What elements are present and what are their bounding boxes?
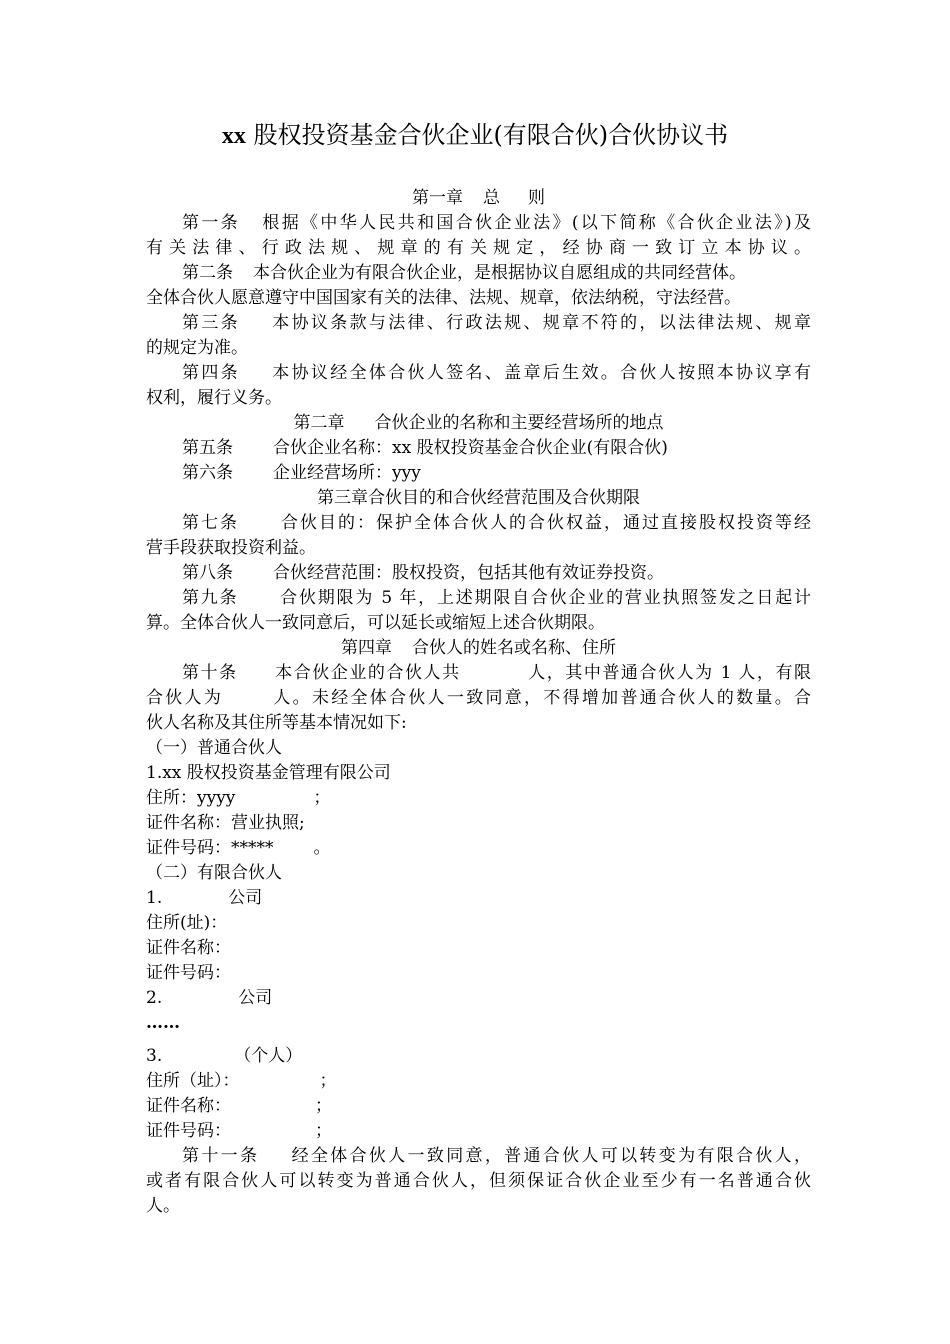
limited-partner-heading [146, 861, 811, 886]
article-11-line-2 [146, 1169, 811, 1194]
article-7-text-1: 合伙目的：保护全体合伙人的合伙权益，通过直接股权投资等经 [279, 513, 811, 533]
chapter-4-heading [146, 636, 811, 661]
article-10-line-2 [146, 686, 811, 711]
article-8-label: 第八条 [182, 563, 233, 583]
general-partner-cert-number [146, 836, 811, 861]
title-text: 股权投资基金合伙企业(有限合伙)合伙协议书 [245, 121, 729, 149]
article-7-line-2 [146, 536, 811, 561]
article-5-line [146, 436, 811, 461]
article-10-text-2a: 合伙人为 [146, 688, 224, 708]
article-2-line-2 [146, 286, 811, 311]
limited-partner-3 [146, 1044, 811, 1069]
document-title [0, 118, 950, 153]
general-partner-address-text: 住所：yyyy [146, 788, 236, 808]
limited-partner-3-cert-number [146, 1119, 811, 1144]
document-body [146, 186, 811, 1219]
ellipsis-text: …… [146, 1013, 180, 1033]
limited-partner-1-address [146, 911, 811, 936]
limited-partner-3-address-end: ； [319, 1071, 337, 1091]
limited-partner-1 [146, 886, 811, 911]
general-partner-cert-number-end: 。 [313, 838, 331, 858]
article-9-text-1: 合伙期限为 5 年，上述期限自合伙企业的营业执照签发之日起计 [278, 588, 812, 608]
article-1-text-2: 有关法律、行政法规、规章的有关规定，经协商一致订立本协议。 [146, 238, 811, 258]
chapter-3-heading [146, 486, 811, 511]
article-4-line-2 [146, 386, 811, 411]
article-4-label: 第四条 [182, 363, 240, 383]
general-partner-cert [146, 811, 811, 836]
article-5-text: 合伙企业名称：xx 股权投资基金合伙企业(有限合伙) [273, 438, 668, 458]
general-partner-cert-number-text: 证件号码：***** [146, 838, 274, 858]
article-8-text: 合伙经营范围：股权投资，包括其他有效证券投资。 [273, 563, 664, 583]
article-2-text-1: 本合伙企业为有限合伙企业，是根据协议自愿组成的共同经营体。 [253, 263, 746, 283]
limited-partner-1-cert [146, 936, 811, 961]
limited-partner-3-cert-number-text: 证件号码： [146, 1121, 231, 1141]
chapter-3-title: 第三章合伙目的和合伙经营范围及合伙期限 [317, 488, 640, 508]
limited-partner-1-address-text: 住所(址)： [146, 913, 228, 933]
article-6-label: 第六条 [182, 463, 233, 483]
limited-partner-1-number: 1. [146, 888, 163, 908]
article-11-text-1: 经全体合伙人一致同意，普通合伙人可以转变为有限合伙人， [289, 1146, 812, 1166]
article-10-text-2b: 人。未经全体合伙人一致同意，不得增加普通合伙人的数量。合 [271, 688, 811, 708]
article-4-text-2: 权利，履行义务。 [146, 388, 282, 408]
limited-partner-heading-text: （二）有限合伙人 [146, 863, 282, 883]
article-9-label: 第九条 [182, 588, 239, 608]
article-1-line-2 [146, 236, 811, 261]
article-10-text-1a: 本合伙企业的合伙人共 [273, 663, 461, 683]
chapter-1-number: 第一章 [412, 188, 463, 208]
article-10-text-3: 伙人名称及其住所等基本情况如下: [146, 713, 407, 733]
title-prefix: xx [221, 123, 246, 149]
chapter-1-heading [146, 186, 811, 211]
article-3-line-1 [146, 311, 811, 336]
article-3-line-2 [146, 336, 811, 361]
article-7-line-1 [146, 511, 811, 536]
article-3-text-2: 的规定为准。 [146, 338, 248, 358]
article-6-line [146, 461, 811, 486]
limited-partner-3-cert-end: ； [315, 1096, 332, 1116]
limited-partner-3-number: 3. [146, 1046, 163, 1066]
limited-partner-2-name: 公司 [238, 988, 273, 1008]
chapter-1-title-b: 则 [528, 188, 545, 208]
article-11-line-3 [146, 1194, 811, 1219]
article-7-text-2: 营手段获取投资利益。 [146, 538, 316, 558]
general-partner-cert-text: 证件名称：营业执照; [146, 813, 305, 833]
article-1-line-1 [146, 211, 811, 236]
article-4-line-1 [146, 361, 811, 386]
article-9-text-2: 算。全体合伙人一致同意后，可以延长或缩短上述合伙期限。 [146, 613, 605, 633]
limited-partner-1-cert-text: 证件名称： [146, 938, 231, 958]
general-partner-name-text: 1.xx 股权投资基金管理有限公司 [146, 763, 391, 783]
limited-partner-3-address-text: 住所（址）： [146, 1071, 240, 1091]
article-2-label: 第二条 [182, 263, 233, 283]
limited-partner-3-cert-text: 证件名称： [146, 1096, 231, 1116]
article-11-text-2: 或者有限合伙人可以转变为普通合伙人，但须保证合伙企业至少有一名普通合伙 [146, 1171, 811, 1191]
article-2-line-1 [146, 261, 811, 286]
article-9-line-2 [146, 611, 811, 636]
article-9-line-1 [146, 586, 811, 611]
limited-partner-1-cert-number [146, 961, 811, 986]
limited-partner-3-cert [146, 1094, 811, 1119]
article-1-text-1: 根据《中华人民共和国合伙企业法》(以下简称《合伙企业法》)及 [260, 213, 812, 233]
article-3-text-1: 本协议条款与法律、行政法规、规章不符的，以法律法规、规章 [269, 313, 811, 333]
article-7-label: 第七条 [182, 513, 239, 533]
limited-partner-3-name: （个人） [234, 1046, 303, 1066]
article-10-line-3 [146, 711, 811, 736]
article-2-text-2: 全体合伙人愿意遵守中国国家有关的法律、法规、规章，依法纳税，守法经营。 [146, 288, 741, 308]
general-partner-address-end: ； [313, 788, 331, 808]
chapter-4-title: 合伙人的姓名或名称、住所 [412, 638, 616, 658]
general-partner-address [146, 786, 811, 811]
article-8-line [146, 561, 811, 586]
limited-partner-2-number: 2. [146, 988, 163, 1008]
general-partner-heading [146, 736, 811, 761]
article-5-label: 第五条 [182, 438, 233, 458]
general-partner-name [146, 761, 811, 786]
article-10-line-1 [146, 661, 811, 686]
limited-partner-ellipsis [146, 1011, 811, 1036]
limited-partner-1-name: 公司 [228, 888, 263, 908]
chapter-2-title: 合伙企业的名称和主要经营场所的地点 [374, 413, 664, 433]
chapter-4-number: 第四章 [341, 638, 392, 658]
general-partner-heading-text: （一）普通合伙人 [146, 738, 282, 758]
article-6-text: 企业经营场所：yyy [273, 463, 421, 483]
article-3-label: 第三条 [182, 313, 240, 333]
limited-partner-3-cert-number-end: ； [315, 1121, 332, 1141]
article-10-text-1b: 人，其中普通合伙人为 1 人，有限 [526, 663, 812, 683]
limited-partner-1-cert-number-text: 证件号码： [146, 963, 231, 983]
limited-partner-3-address [146, 1069, 811, 1094]
article-11-label: 第十一条 [182, 1146, 260, 1166]
article-10-label: 第十条 [182, 663, 238, 683]
chapter-2-number: 第二章 [293, 413, 345, 433]
chapter-1-title-a: 总 [483, 188, 500, 208]
article-4-text-1: 本协议经全体合伙人签名、盖章后生效。合伙人按照本协议享有 [269, 363, 811, 383]
article-11-line-1 [146, 1144, 811, 1169]
chapter-2-heading [146, 411, 811, 436]
article-11-text-3: 人。 [146, 1196, 180, 1216]
article-1-label: 第一条 [182, 213, 241, 233]
limited-partner-2 [146, 986, 811, 1011]
